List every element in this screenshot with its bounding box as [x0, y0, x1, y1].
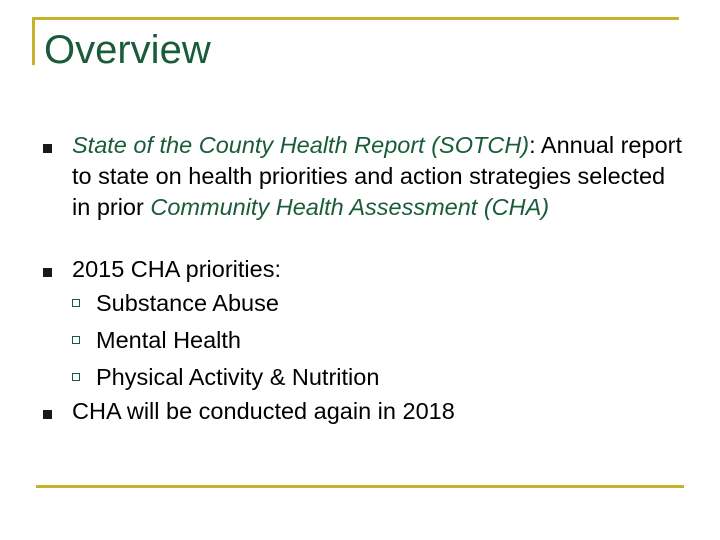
sub-list-item — [43, 285, 683, 322]
bullet-text: CHA will be conducted again in 2018 — [72, 398, 455, 424]
square-bullet-icon — [43, 144, 52, 153]
hollow-square-bullet-icon — [72, 336, 80, 344]
hollow-square-bullet-icon — [72, 373, 80, 381]
square-bullet-icon — [43, 268, 52, 277]
sub-item-text: Substance Abuse — [96, 290, 279, 316]
bullet-item — [43, 254, 683, 285]
bullet-text: : Annual report to state on health priorities and action strategies selected in prior — [72, 132, 682, 220]
sub-list-item — [43, 359, 683, 396]
sub-item-text: Mental Health — [96, 327, 241, 353]
bullet-text: 2015 CHA priorities: — [72, 256, 281, 282]
square-bullet-icon — [43, 410, 52, 419]
sub-list-item — [43, 322, 683, 359]
sotch-term: State of the County Health Report (SOTCH) — [72, 132, 530, 158]
slide-title: Overview — [44, 28, 211, 72]
sub-item-text: Physical Activity & Nutrition — [96, 364, 380, 390]
slide-content — [43, 130, 683, 427]
bullet-item — [43, 130, 683, 254]
left-rule — [32, 17, 35, 65]
bullet-item — [43, 396, 683, 427]
cha-term: Community Health Assessment (CHA) — [150, 194, 550, 220]
bottom-rule — [36, 485, 684, 488]
hollow-square-bullet-icon — [72, 299, 80, 307]
top-rule — [32, 17, 679, 20]
